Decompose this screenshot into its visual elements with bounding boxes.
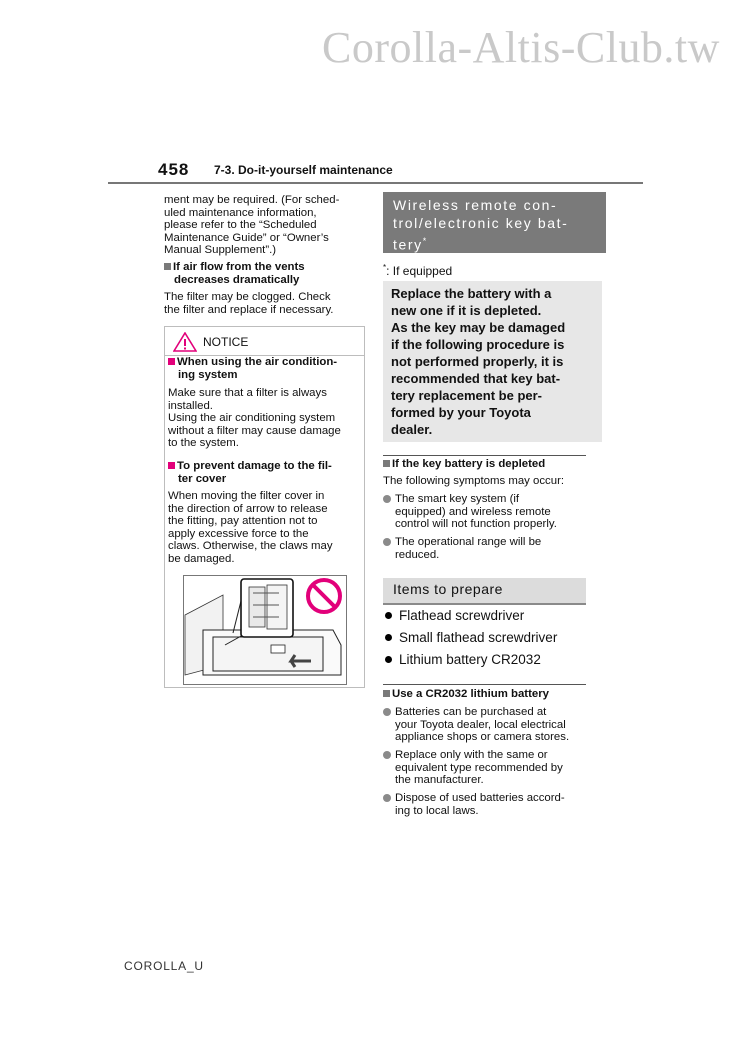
bullet-icon (383, 794, 391, 802)
divider (383, 455, 586, 456)
airflow-heading: If air flow from the vents decreases dramatically (164, 261, 364, 286)
battery-intro-box: Replace the battery with a new one if it is depleted. As the key may be damaged if the following procedure is not performed properly, it is recommended that key bat- tery replacement be per- formed by your Toyota dealer. (383, 281, 602, 442)
square-bullet-icon (383, 690, 390, 697)
depleted-heading: If the key battery is depleted (383, 458, 586, 471)
depleted-bullet-1: The smart key system (if equipped) and wireless remote control will not function properly. (383, 493, 586, 531)
bullet-icon (385, 634, 392, 641)
intro-paragraph: ment may be required. (For sched- uled maintenance information, please refer to the “Scheduled Maintenance Guide” or “Owner’s Manual Supplement”.) (164, 194, 340, 257)
notice-body-1: Make sure that a filter is always installed. Using the air conditioning system without a filter may cause damage to the system. (168, 387, 341, 450)
depleted-bullet-2: The operational range will be reduced. (383, 536, 586, 561)
notice-heading-2: To prevent damage to the fil- ter cover (168, 460, 364, 485)
divider (383, 684, 586, 685)
battery-section-title: Wireless remote con- trol/electronic key bat- tery* (383, 192, 606, 253)
bullet-icon (383, 708, 391, 716)
bullet-icon (385, 612, 392, 619)
notice-heading-1: When using the air condition- ing system (168, 356, 364, 381)
bullet-icon (385, 656, 392, 663)
bullet-icon (383, 495, 391, 503)
notice-label: NOTICE (203, 335, 249, 349)
magenta-square-icon (168, 358, 175, 365)
use-bullet-3: Dispose of used batteries accord- ing to local laws. (383, 792, 586, 817)
list-item: Lithium battery CR2032 (383, 649, 586, 671)
notice-header (165, 327, 364, 356)
airflow-body: The filter may be clogged. Check the filter and replace if necessary. (164, 291, 334, 316)
watermark: Corolla-Altis-Club.tw (322, 23, 720, 72)
footer-code: COROLLA_U (124, 959, 204, 973)
list-item: Small flathead screwdriver (383, 627, 586, 649)
use-battery-heading: Use a CR2032 lithium battery (383, 688, 586, 701)
square-bullet-icon (383, 460, 390, 467)
use-bullet-1: Batteries can be purchased at your Toyota dealer, local electrical appliance shops or camera stores. (383, 706, 586, 744)
warning-triangle-icon (173, 332, 197, 352)
list-item: Flathead screwdriver (383, 605, 586, 627)
bullet-icon (383, 538, 391, 546)
footnote: *: If equipped (383, 263, 453, 278)
magenta-square-icon (168, 462, 175, 469)
notice-body-2: When moving the filter cover in the direction of arrow to release the fitting, pay attention not to apply excessive force to the claws. Otherwise, the claws may be damaged. (168, 490, 333, 565)
bullet-icon (383, 751, 391, 759)
items-to-prepare-heading: Items to prepare (383, 578, 586, 605)
filter-cover-illustration (183, 575, 347, 685)
depleted-intro: The following symptoms may occur: (383, 475, 565, 487)
items-list (383, 605, 586, 671)
use-bullet-2: Replace only with the same or equivalent type recommended by the manufacturer. (383, 749, 586, 787)
page-number: 458 (158, 160, 190, 179)
section-title: 7-3. Do-it-yourself maintenance (214, 163, 393, 177)
square-bullet-icon (164, 263, 171, 270)
header-rule (108, 182, 643, 184)
